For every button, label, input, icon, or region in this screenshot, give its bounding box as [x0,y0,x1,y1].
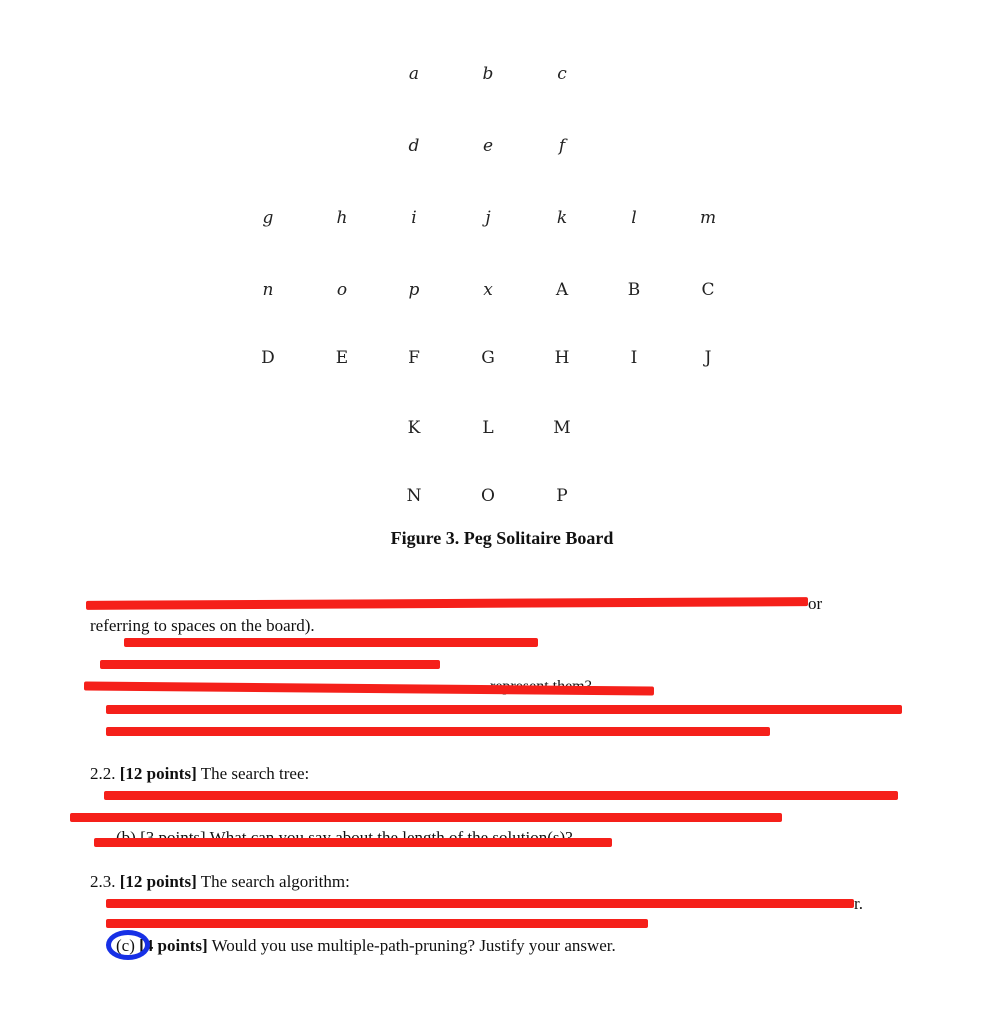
board-cell: c [557,64,567,84]
board-cell: M [553,418,571,438]
q23-c-text: Would you use multiple-path-pruning? Justify your answer. [211,936,616,955]
board-cell: n [262,280,274,300]
q23-points: [12 points] [119,872,197,891]
board-cell: O [481,486,495,506]
board-cell: h [336,208,348,228]
board-cell: l [631,208,637,228]
redaction-mark [106,727,770,736]
board-cell: g [262,208,274,228]
board-cell: j [485,208,491,228]
redaction-mark [86,597,808,610]
board-cell: B [627,280,641,300]
board-cell: i [411,208,417,228]
board-cell: G [481,348,495,368]
figure-caption: Figure 3. Peg Solitaire Board [390,528,614,548]
board-cell: L [482,418,494,438]
redaction-mark [124,638,538,647]
q23-number: 2.3. [90,872,116,891]
q23-a-tail: r. [854,894,863,913]
board-cell: x [483,280,493,300]
redaction-mark [104,791,898,800]
board-cell: H [554,348,570,368]
board-cell: I [630,348,638,368]
board-cell: E [335,348,349,368]
board-cell: m [699,208,717,228]
board-cell: A [555,280,569,300]
q23-c-points: [4 points] [139,936,208,955]
board-cell: e [482,136,494,156]
board-cell: o [336,280,348,300]
board-cell: D [261,348,275,368]
board-cell: F [408,348,420,368]
redaction-mark [106,919,648,928]
q21-line1-tail: or [808,594,823,613]
q22-points: [12 points] [119,764,197,783]
board-cell: d [408,136,420,156]
redaction-mark [70,813,782,822]
board-cell: P [556,486,568,506]
highlight-circle [106,930,150,960]
board-cell: f [558,136,566,156]
q23-c-label: (c) [116,936,135,955]
board-cell: K [407,418,421,438]
q22-title: The search tree: [200,764,310,783]
board-cell: J [704,348,712,368]
q23-heading [90,872,350,892]
board-cell: p [408,280,420,300]
q23-c-line [116,936,616,956]
q22-number: 2.2. [90,764,116,783]
redaction-mark [106,705,902,714]
q22-heading [90,764,309,784]
board-cell: b [482,64,494,84]
redaction-mark [106,899,854,908]
board-cell: C [701,280,715,300]
q21-line2: referring to spaces on the board). [90,616,315,635]
redaction-mark [100,660,440,669]
board-cell: a [408,64,420,84]
board-cell: k [556,208,568,228]
redaction-mark [94,838,612,847]
q23-title: The search algorithm: [200,872,350,891]
board-cell: N [406,486,422,506]
